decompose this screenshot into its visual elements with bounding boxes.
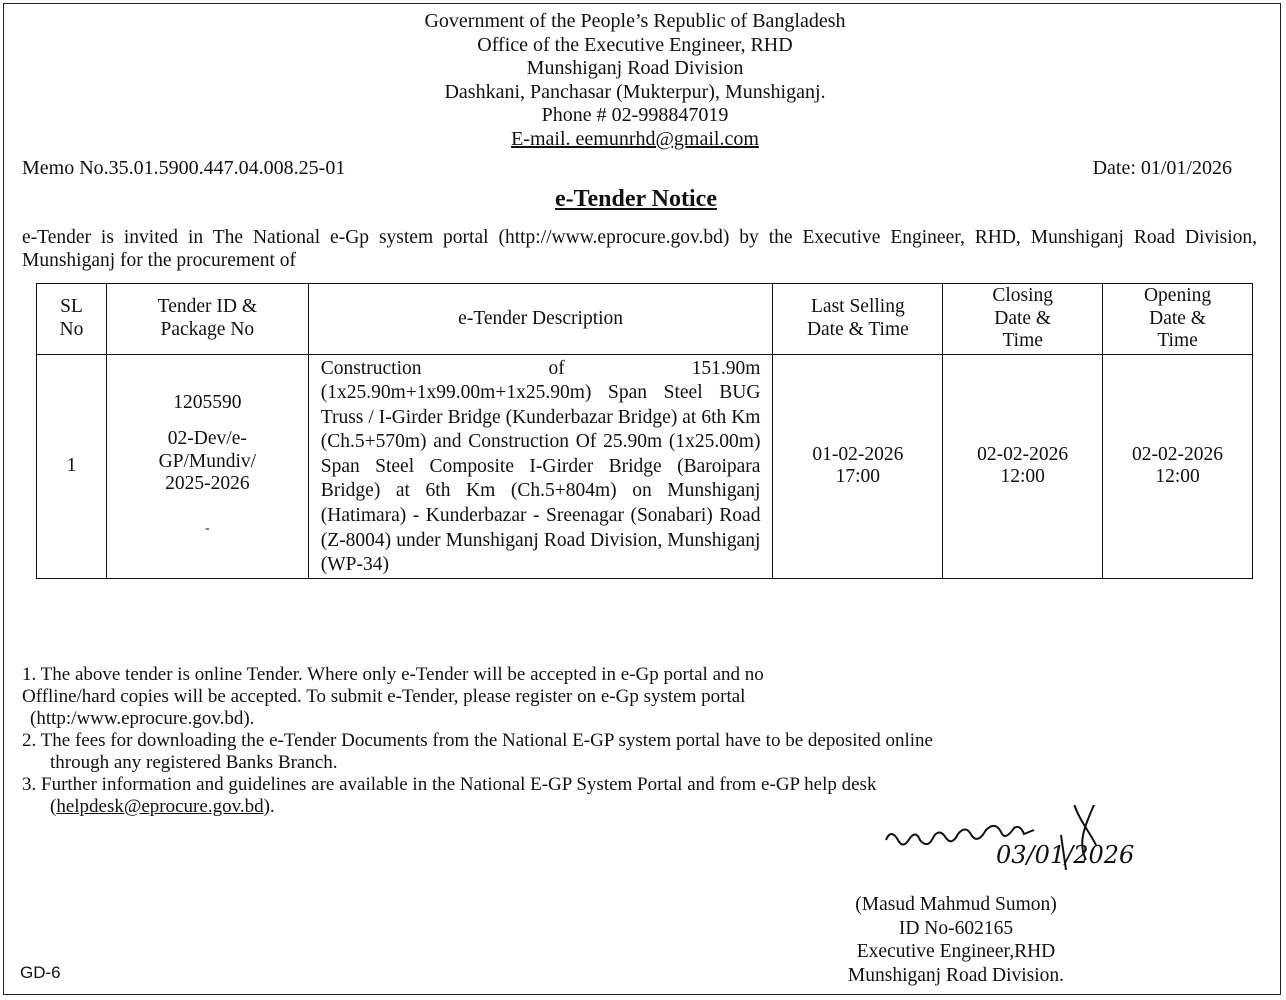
opening-date: 02-02-2026 bbox=[1132, 443, 1224, 465]
note-2-line-2: through any registered Banks Branch. bbox=[50, 752, 338, 773]
col-header-description: e-Tender Description bbox=[308, 284, 773, 355]
col-header-opening bbox=[1103, 284, 1253, 355]
notice-title: e-Tender Notice bbox=[555, 186, 717, 212]
intro-paragraph: e-Tender is invited in The National e-Gp system portal (http://www.eprocure.gov.bd) by the Executive Engineer, RHD, Munshiganj Road Division, Munshiganj for the procurement of bbox=[22, 227, 1257, 271]
cell-tender-id bbox=[106, 354, 308, 578]
col-header-closing bbox=[943, 284, 1103, 355]
header-text: Tender ID & bbox=[157, 296, 258, 318]
paren: ( bbox=[50, 796, 57, 817]
tender-table bbox=[36, 283, 1253, 579]
col-header-last-selling bbox=[773, 284, 943, 355]
signatory-name: (Masud Mahmud Sumon) bbox=[855, 894, 1057, 915]
col-header-sl bbox=[37, 284, 107, 355]
header-text: Date & bbox=[1149, 307, 1206, 329]
cell-opening bbox=[1103, 354, 1253, 578]
header-text: No bbox=[59, 318, 84, 340]
header-text: Opening bbox=[1143, 285, 1212, 306]
tender-id: 1205590 bbox=[173, 391, 242, 413]
last-selling-date: 01-02-2026 bbox=[812, 443, 904, 465]
signatory-id: ID No-602165 bbox=[898, 917, 1014, 939]
table-header-row bbox=[37, 284, 1253, 355]
opening-time: 12:00 bbox=[1155, 466, 1200, 488]
notes-section bbox=[22, 664, 1262, 818]
header-text: Date & bbox=[994, 307, 1052, 329]
header-text: Closing bbox=[992, 285, 1054, 306]
header-text: SL bbox=[60, 296, 83, 318]
helpdesk-email: helpdesk@eprocure.gov.bd bbox=[56, 796, 264, 817]
header-text: Last Selling bbox=[811, 296, 905, 318]
header-text: Date & Time bbox=[806, 318, 909, 340]
last-selling-time: 17:00 bbox=[835, 466, 881, 488]
signatory-designation: Executive Engineer,RHD bbox=[856, 941, 1056, 962]
signatory-division: Munshiganj Road Division. bbox=[847, 964, 1065, 986]
note-1-line-3: (http:/www.eprocure.gov.bd). bbox=[30, 708, 255, 729]
note-1-line-1: 1. The above tender is online Tender. Where only e-Tender will be accepted in e-Gp portal and no bbox=[22, 664, 764, 685]
note-1-line-2: Offline/hard copies will be accepted. To submit e-Tender, please register on e-Gp system portal bbox=[22, 686, 746, 707]
letterhead bbox=[0, 10, 1270, 151]
header-text: Time bbox=[1002, 330, 1043, 351]
email: E-mail. eemunrhd@gmail.com bbox=[511, 127, 759, 150]
office-name: Office of the Executive Engineer, RHD bbox=[477, 33, 793, 56]
footer-code: GD-6 bbox=[20, 963, 61, 982]
header-text: Time bbox=[1157, 330, 1198, 351]
stray-mark: - bbox=[205, 520, 210, 536]
note-2-line-1: 2. The fees for downloading the e-Tender Documents from the National E-GP system portal have to be deposited online bbox=[22, 730, 933, 751]
address: Dashkani, Panchasar (Mukterpur), Munshiganj. bbox=[444, 80, 826, 103]
cell-sl: 1 bbox=[37, 354, 107, 578]
signatory-details bbox=[806, 893, 1106, 987]
phone: Phone # 02-998847019 bbox=[541, 104, 729, 126]
col-header-tender-id bbox=[106, 284, 308, 355]
paren: ). bbox=[263, 796, 275, 817]
govt-name: Government of the People’s Republic of Bangladesh bbox=[424, 10, 846, 32]
table-row bbox=[37, 354, 1253, 578]
division-name: Munshiganj Road Division bbox=[526, 57, 744, 79]
package-no-2: GP/Mundiv/ bbox=[158, 450, 257, 472]
cell-last-selling bbox=[773, 354, 943, 578]
package-no-3: 2025-2026 bbox=[165, 473, 250, 495]
header-text: Package No bbox=[160, 318, 255, 340]
memo-number: Memo No.35.01.5900.447.04.008.25-01 bbox=[22, 157, 346, 179]
closing-date: 02-02-2026 bbox=[977, 443, 1069, 465]
package-no: 02-Dev/e- bbox=[167, 428, 247, 450]
cell-closing bbox=[943, 354, 1103, 578]
notice-date: Date: 01/01/2026 bbox=[1092, 157, 1232, 179]
closing-time: 12:00 bbox=[1000, 466, 1045, 488]
signature-date: 03/01/2026 bbox=[996, 841, 1135, 869]
note-3-line-1: 3. Further information and guidelines are available in the National E-GP System Portal and from e-GP help desk bbox=[22, 774, 877, 795]
cell-description: Construction of 151.90m (1x25.90m+1x99.00m+1x25.90m) Span Steel BUG Truss / I-Girder Bridge (Kunderbazar Bridge) at 6th Km (Ch.5+570m) and Construction Of 25.90m (1x25.00m) Span Steel Composite I-Girder Bridge (Baroipara Bridge) at 6th Km (Ch.5+804m) on Munshiganj (Hatimara) - Kunderbazar - Sreenagar (Sonabari) Road (Z-8004) under Munshiganj Road Division, Munshiganj (WP-34) bbox=[308, 354, 773, 578]
